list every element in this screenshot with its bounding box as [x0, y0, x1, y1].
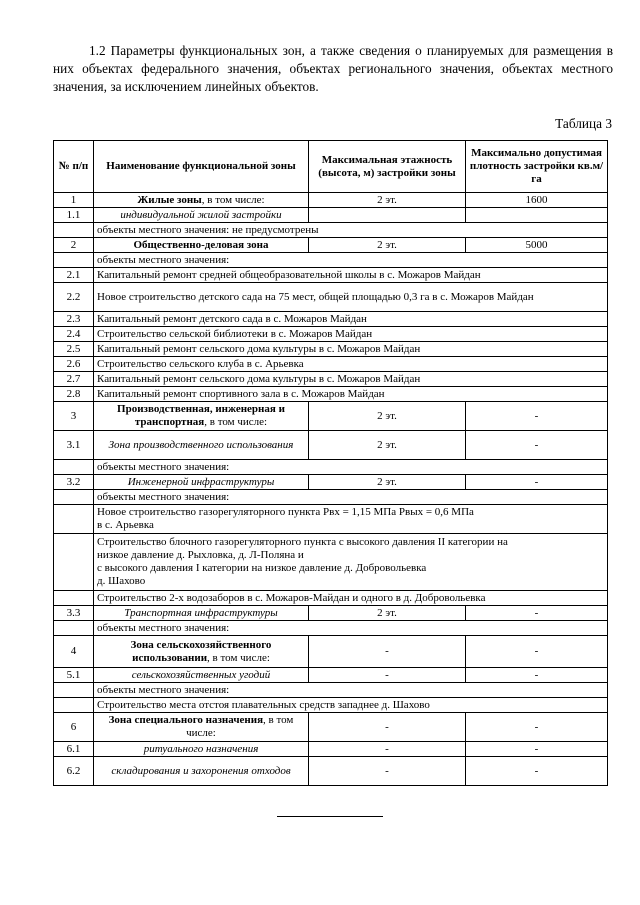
table-row	[54, 475, 608, 490]
row-density: -	[466, 431, 608, 460]
table-row	[54, 668, 608, 683]
row-floors: 2 эт.	[309, 475, 466, 490]
row-num: 3	[54, 402, 94, 431]
row-object-name: Строительство 2-х водозаборов в с. Можаров-Майдан и одного в д. Добровольевка	[94, 591, 608, 606]
row-object-name: Капитальный ремонт сельского дома культуры в с. Можаров Майдан	[94, 342, 608, 357]
row-object-name: Капитальный ремонт средней общеобразовательной школы в с. Можаров Майдан	[94, 268, 608, 283]
row-name	[94, 193, 309, 208]
row-density: -	[466, 668, 608, 683]
header-floors: Максимальная этажность (высота, м) застройки зоны	[309, 141, 466, 193]
table-row	[54, 636, 608, 668]
row-num: 1.1	[54, 208, 94, 223]
row-num: 2.7	[54, 372, 94, 387]
row-floors	[309, 208, 466, 223]
row-num	[54, 534, 94, 591]
row-name	[94, 713, 309, 742]
row-floors: -	[309, 757, 466, 786]
row-name: индивидуальной жилой застройки	[94, 208, 309, 223]
table-row	[54, 357, 608, 372]
table-row	[54, 534, 608, 591]
object-line: Строительство блочного газорегуляторного пункта с высокого давления II категории на	[97, 536, 508, 548]
row-num: 2.6	[54, 357, 94, 372]
object-line: д. Шахово	[97, 575, 146, 587]
row-num	[54, 253, 94, 268]
table-row	[54, 757, 608, 786]
row-density: -	[466, 757, 608, 786]
footnote-divider	[277, 816, 383, 817]
row-name-bold: Производственная, инженерная и транспортная	[117, 403, 285, 428]
row-floors: -	[309, 713, 466, 742]
row-density: -	[466, 606, 608, 621]
object-line: в с. Арьевка	[97, 519, 154, 531]
row-name-bold: Зона сельскохозяйственного использовании	[130, 638, 272, 664]
row-object-name: Капитальный ремонт сельского дома культуры в с. Можаров Майдан	[94, 372, 608, 387]
row-objects: объекты местного значения:	[94, 253, 608, 268]
table-row	[54, 713, 608, 742]
row-num: 3.1	[54, 431, 94, 460]
row-num	[54, 683, 94, 698]
row-object-name: Строительство сельской библиотеки в с. Можаров Майдан	[94, 327, 608, 342]
table-row	[54, 312, 608, 327]
row-object-name: Новое строительство детского сада на 75 мест, общей площадью 0,3 га в с. Можаров Майдан	[94, 283, 608, 312]
row-num: 2.3	[54, 312, 94, 327]
table-row	[54, 208, 608, 223]
row-num	[54, 505, 94, 534]
row-density: 5000	[466, 238, 608, 253]
row-density: -	[466, 475, 608, 490]
row-name: ритуального назначения	[94, 742, 309, 757]
row-floors: -	[309, 636, 466, 668]
row-object-name: Строительство сельского клуба в с. Арьевка	[94, 357, 608, 372]
row-num	[54, 490, 94, 505]
table-row	[54, 460, 608, 475]
row-name: сельскохозяйственных угодий	[94, 668, 309, 683]
table-row	[54, 238, 608, 253]
table-row	[54, 621, 608, 636]
row-name-rest: , в том числе:	[204, 416, 268, 428]
zones-table	[53, 140, 608, 786]
row-floors: -	[309, 742, 466, 757]
row-name-bold: Зона специального назначения	[108, 714, 264, 726]
row-objects: объекты местного значения: не предусмотрены	[94, 223, 608, 238]
table-row	[54, 591, 608, 606]
table-row	[54, 490, 608, 505]
row-floors: 2 эт.	[309, 402, 466, 431]
row-density: -	[466, 742, 608, 757]
row-num: 1	[54, 193, 94, 208]
row-object-name: Капитальный ремонт детского сада в с. Можаров Майдан	[94, 312, 608, 327]
row-num: 2.1	[54, 268, 94, 283]
row-floors: -	[309, 668, 466, 683]
table-row	[54, 505, 608, 534]
table-row	[54, 606, 608, 621]
row-name: складирования и захоронения отходов	[94, 757, 309, 786]
row-num: 4	[54, 636, 94, 668]
table-row	[54, 372, 608, 387]
row-num: 2	[54, 238, 94, 253]
row-object-name	[94, 505, 608, 534]
row-num: 6.1	[54, 742, 94, 757]
row-object-name: Капитальный ремонт спортивного зала в с. Можаров Майдан	[94, 387, 608, 402]
row-name-rest: , в том числе:	[207, 651, 270, 664]
row-object-name: Строительство места отстоя плавательных средств западнее д. Шахово	[94, 698, 608, 713]
row-num	[54, 621, 94, 636]
table-row	[54, 223, 608, 238]
table-header-row	[54, 141, 608, 193]
intro-paragraph: 1.2 Параметры функциональных зон, а также сведения о планируемых для размещения в них объектах федерального значения, объектах регионального значения, объектах местного значения, за исключением линейных объектов.	[53, 43, 613, 94]
row-num: 5.1	[54, 668, 94, 683]
table-row	[54, 698, 608, 713]
row-num	[54, 698, 94, 713]
row-floors: 2 эт.	[309, 193, 466, 208]
row-name	[94, 402, 309, 431]
object-line: с высокого давления I категории на низкое давление д. Добровольевка	[97, 562, 427, 574]
row-num: 2.2	[54, 283, 94, 312]
table-label: Таблица 3	[555, 116, 612, 131]
table-row	[54, 742, 608, 757]
table-row	[54, 253, 608, 268]
row-num: 6.2	[54, 757, 94, 786]
row-num: 6	[54, 713, 94, 742]
table-row	[54, 431, 608, 460]
table-row	[54, 402, 608, 431]
header-density: Максимально допустимая плотность застройки кв.м/га	[466, 141, 608, 193]
row-density	[466, 208, 608, 223]
row-num: 2.5	[54, 342, 94, 357]
table-row	[54, 268, 608, 283]
table-row	[54, 342, 608, 357]
row-floors: 2 эт.	[309, 238, 466, 253]
object-line: Новое строительство газорегуляторного пункта Pвх = 1,15 МПа Pвых = 0,6 МПа	[97, 506, 474, 518]
object-line: низкое давление д. Рыхловка, д. Л-Поляна и	[97, 549, 304, 561]
row-objects: объекты местного значения:	[94, 683, 608, 698]
row-density: -	[466, 402, 608, 431]
row-floors: 2 эт.	[309, 431, 466, 460]
row-num	[54, 591, 94, 606]
row-name	[94, 636, 309, 668]
row-density: -	[466, 636, 608, 668]
row-object-name	[94, 534, 608, 591]
row-name: Зона производственного использования	[94, 431, 309, 460]
table-row	[54, 683, 608, 698]
table-row	[54, 327, 608, 342]
row-name-bold: Жилые зоны	[137, 193, 202, 206]
row-density: 1600	[466, 193, 608, 208]
row-floors: 2 эт.	[309, 606, 466, 621]
row-objects: объекты местного значения:	[94, 490, 608, 505]
row-num	[54, 223, 94, 238]
row-num: 2.4	[54, 327, 94, 342]
row-name: Общественно-деловая зона	[94, 238, 309, 253]
row-num: 2.8	[54, 387, 94, 402]
row-density: -	[466, 713, 608, 742]
table-row	[54, 193, 608, 208]
row-objects: объекты местного значения:	[94, 621, 608, 636]
row-num: 3.2	[54, 475, 94, 490]
header-num: № п/п	[54, 141, 94, 193]
row-num	[54, 460, 94, 475]
table-row	[54, 387, 608, 402]
header-name: Наименование функциональной зоны	[94, 141, 309, 193]
row-name: Инженерной инфраструктуры	[94, 475, 309, 490]
row-name: Транспортная инфраструктуры	[94, 606, 309, 621]
row-num: 3.3	[54, 606, 94, 621]
row-name-rest: , в том числе:	[186, 714, 294, 739]
row-name-rest: , в том числе:	[201, 193, 265, 206]
table-row	[54, 283, 608, 312]
row-objects: объекты местного значения:	[94, 460, 608, 475]
